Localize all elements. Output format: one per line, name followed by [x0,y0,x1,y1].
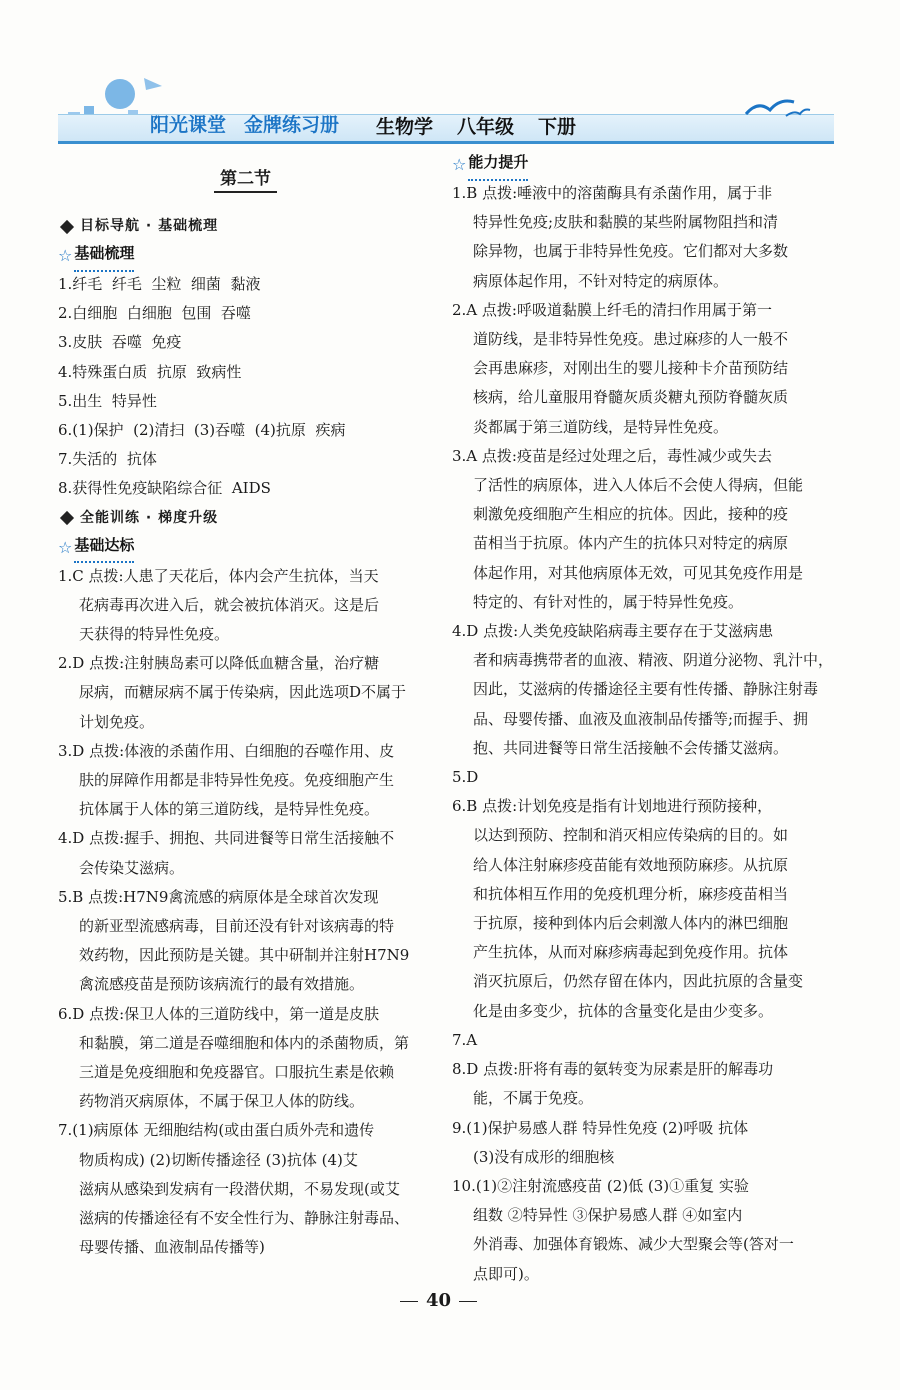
answer-line: 7.A [452,1030,478,1049]
answer-line: 三道是免疫细胞和免疫器官。口服抗生素是依赖 [79,1063,395,1082]
answer-line: 产生抗体，从而对麻疹病毒起到免疫作用。抗体 [473,943,789,962]
answer-line: 5.D [452,768,479,787]
list-item: 1.纤毛 纤毛 尘粒 细菌 黏液 [58,275,261,293]
answer-line: 消灭抗原后，仍然存留在体内，因此抗原的含量变 [473,972,804,991]
answer-line: 了活性的病原体，进入人体后不会使人得病，但能 [473,476,804,495]
diamond-icon [60,219,74,233]
answer-line: 能，不属于免疫。 [473,1089,594,1108]
answer-line: 天获得的特异性免疫。 [79,625,230,644]
answer-line: 特异性免疫;皮肤和黏膜的某些附属物阻挡和清 [473,213,779,232]
answer-line: 药物消灭病原体，不属于保卫人体的防线。 [79,1092,365,1111]
volume: 下册 [538,116,577,138]
answer-item [58,737,440,825]
answer-item [58,883,440,1000]
answer-line: 1.B 点拨:唾液中的溶菌酶具有杀菌作用，属于非 [452,184,773,202]
answer-item [58,824,440,882]
star-icon: ☆ [58,245,73,265]
answer-line: 2.D 点拨:注射胰岛素可以降低血糖含量，治疗糖 [58,654,380,673]
right-column [452,150,835,1289]
answer-line: 的新亚型流感病毒，目前还没有针对该病毒的特 [79,917,395,936]
grade: 八年级 [457,116,515,138]
subsection-label: 基础达标 [74,531,134,563]
section-title: 第二节 [214,168,277,193]
answer-line: 外消毒、加强体育锻炼、减少大型聚会等(答对一 [473,1235,794,1254]
subsection-advanced [452,150,835,179]
series-name: 阳光课堂 [150,114,227,136]
answer-line: 尿病，而糖尿病不属于传染病，因此选项D不属于 [79,683,407,702]
list-item: 8.获得性免疫缺陷综合征 AIDS [58,479,271,498]
answer-line: 10.(1)②注射流感疫苗 (2)低 (3)①重复 实验 [452,1176,749,1195]
page-number [392,1290,485,1311]
answer-line: 和抗体相互作用的免疫机理分析，麻疹疫苗相当 [473,884,789,903]
answer-line: 除异物，也属于非特异性免疫。它们都对大多数 [473,242,789,261]
section-heading-training [58,504,440,533]
section-heading-text: 全能训练 · 梯度升级 [80,509,219,526]
answer-line: 刺激免疫细胞产生相应的抗体。因此，接种的疫 [473,505,789,524]
answer-line: 物质构成) (2)切断传播途径 (3)抗体 (4)艾 [79,1150,358,1169]
answer-item [58,562,440,650]
answer-line: 组数 ②特异性 ③保护易感人群 ④如室内 [473,1206,743,1225]
answer-list [452,179,835,1289]
answer-line: 体起作用，对其他病原体无效，可见其免疫作用是 [473,563,804,582]
answer-item [452,296,835,442]
answer-line: 化是由多变少，抗体的含量变化是由少变多。 [473,1001,774,1020]
subsection-label: 能力提升 [468,148,528,180]
subsection-basics [58,241,440,270]
answer-item [452,1114,835,1172]
list-item: 6.(1)保护 (2)清扫 (3)吞噬 (4)抗原 疾病 [58,421,346,440]
answer-line: 2.A 点拨:呼吸道黏膜上纤毛的清扫作用属于第一 [452,300,772,319]
list-item: 3.皮肤 吞噬 免疫 [58,333,182,352]
answer-item [452,617,835,763]
answer-item [452,1172,835,1289]
book-title [150,110,339,137]
book-name: 金牌练习册 [244,114,340,136]
subsection-standard [58,533,440,562]
answer-line: 因此，艾滋病的传播途径主要有性传播、静脉注射毒 [473,680,819,699]
basics-list [58,270,440,504]
answer-line: 计划免疫。 [79,712,155,731]
answer-line: 核病，给儿童服用脊髓灰质炎糖丸预防脊髓灰质 [473,388,789,407]
subsection-label: 基础梳理 [74,239,134,271]
answer-line: 7.(1)病原体 无细胞结构(或由蛋白质外壳和遗传 [58,1121,375,1140]
answer-line: 肤的屏障作用都是非特异性免疫。免疫细胞产生 [79,771,395,790]
diamond-icon [60,511,74,525]
answer-line: 抱、共同进餐等日常生活接触不会传播艾滋病。 [473,738,789,757]
answer-line: 花病毒再次进入后，就会被抗体消灭。这是后 [79,595,380,614]
answer-line: 抗体属于人体的第三道防线，是特异性免疫。 [79,800,380,819]
answer-line: 禽流感疫苗是预防该病流行的最有效措施。 [79,975,365,994]
answer-line: 3.D 点拨:体液的杀菌作用、白细胞的吞噬作用、皮 [58,741,395,760]
answer-item [452,442,835,617]
answer-line: 8.D 点拨:肝将有毒的氨转变为尿素是肝的解毒功 [452,1060,774,1079]
page-number-text: 40 [426,1290,452,1311]
answer-line: 会传染艾滋病。 [79,858,185,877]
answer-line: 4.D 点拨:握手、拥抱、共同进餐等日常生活接触不 [58,829,395,848]
answer-line: 1.C 点拨:人患了天花后，体内会产生抗体，当天 [58,566,379,585]
answer-line: 和黏膜，第二道是吞噬细胞和体内的杀菌物质，第 [79,1033,410,1052]
page-header [58,62,834,144]
answer-item [58,1116,440,1262]
left-column [58,212,440,1263]
star-icon: ☆ [452,154,467,174]
list-item: 7.失活的 抗体 [58,450,157,469]
answer-line: 病原体起作用，不针对特定的病原体。 [473,271,729,290]
answer-line: 道防线，是非特异性免疫。患过麻疹的人一般不 [473,330,789,349]
answer-item [452,1026,835,1055]
answer-line: 炎都属于第三道防线，是特异性免疫。 [473,417,729,436]
answer-line: 3.A 点拨:疫苗是经过处理之后，毒性减少或失去 [452,446,772,465]
answer-line: (3)没有成形的细胞核 [473,1147,615,1166]
answer-line: 滋病的传播途径有不安全性行为、静脉注射毒品、 [79,1209,410,1228]
answer-item [452,179,835,296]
answer-line: 特定的、有针对性的，属于特异性免疫。 [473,592,744,611]
answer-line: 于抗原，接种到体内后会刺激人体内的淋巴细胞 [473,914,789,933]
answer-item [452,1055,835,1113]
answer-item [452,792,835,1026]
answer-line: 者和病毒携带者的血液、精液、阴道分泌物、乳汁中， [473,651,834,670]
answer-line: 5.B 点拨:H7N9禽流感的病原体是全球首次发现 [58,887,379,906]
answer-line: 滋病从感染到发病有一段潜伏期，不易发现(或艾 [79,1179,400,1198]
answer-list [58,562,440,1263]
answer-line: 9.(1)保护易感人群 特异性免疫 (2)呼吸 抗体 [452,1118,749,1137]
answer-line: 6.D 点拨:保卫人体的三道防线中，第一道是皮肤 [58,1004,380,1023]
answer-line: 点即可)。 [473,1264,539,1283]
answer-line: 效药物，因此预防是关键。其中研制并注射H7N9 [79,946,410,965]
answer-line: 品、母婴传播、血液及血液制品传播等;而握手、拥 [473,709,809,728]
list-item: 4.特殊蛋白质 抗原 致病性 [58,362,242,381]
answer-line: 以达到预防、控制和消灭相应传染病的目的。如 [473,826,789,845]
answer-item [58,649,440,737]
list-item: 2.白细胞 白细胞 包围 吞噬 [58,304,251,323]
section-heading-goal [58,212,440,241]
section-heading-text: 目标导航 · 基础梳理 [80,217,219,234]
answer-item [58,1000,440,1117]
answer-line: 给人体注射麻疹疫苗能有效地预防麻疹。从抗原 [473,855,789,874]
answer-line: 母婴传播、血液制品传播等) [79,1238,265,1257]
answer-line: 4.D 点拨:人类免疫缺陷病毒主要存在于艾滋病患 [452,622,774,641]
seagull-icon [742,92,812,132]
subject: 生物学 [376,116,434,138]
star-icon: ☆ [58,537,73,557]
answer-line: 会再患麻疹，对刚出生的婴儿接种卡介苗预防结 [473,359,789,378]
subject-line [376,112,600,139]
answer-line: 6.B 点拨:计划免疫是指有计划地进行预防接种， [452,797,773,816]
answer-line: 苗相当于抗原。体内产生的抗体只对特定的病原 [473,534,789,553]
answer-item [452,763,835,792]
list-item: 5.出生 特异性 [58,391,157,410]
